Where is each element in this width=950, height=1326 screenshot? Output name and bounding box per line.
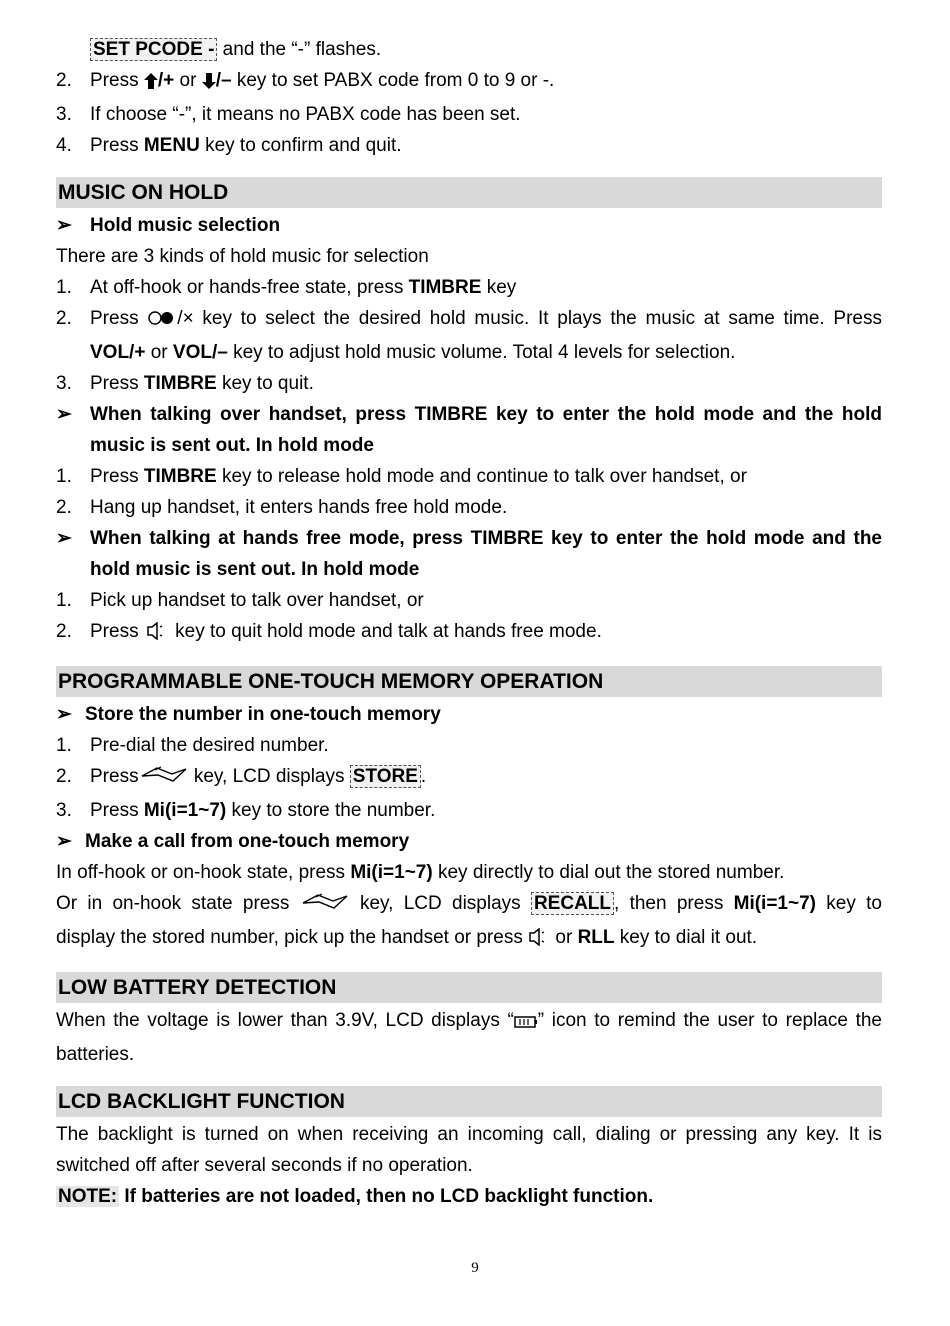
store-book-icon (300, 891, 350, 922)
paragraph: The backlight is turned on when receiving an incoming call, dialing or pressing any key. It is (56, 1124, 882, 1145)
note-label: NOTE: (58, 1186, 118, 1207)
paragraph: display the stored number, pick up the handset or press or RLL key to dial it out. (56, 922, 882, 956)
section-heading-one-touch-memory: PROGRAMMABLE ONE-TOUCH MEMORY OPERATION (56, 666, 882, 697)
store-book-icon (139, 764, 189, 795)
list-item: 3. If choose “-”, it means no PABX code has been set. (56, 104, 521, 125)
list-item: 4. Press MENU key to confirm and quit. (56, 135, 402, 156)
note: NOTE: If batteries are not loaded, then no LCD backlight function. (58, 1186, 654, 1207)
subheading-hold-music-selection: ➢ Hold music selection (56, 210, 882, 241)
list-item: 2. Press /+ or /– key to set PABX code from 0 to 9 or -. (56, 65, 882, 99)
lcd-set-pcode: SET PCODE - (90, 38, 217, 61)
list-item: 2. Press /× key to select the desired hold music. It plays the music at same time. Press (56, 303, 882, 337)
arrow-bullet-icon: ➢ (56, 528, 72, 549)
paragraph: There are 3 kinds of hold music for selection (56, 246, 429, 267)
arrow-bullet-icon: ➢ (56, 404, 72, 425)
arrow-up-icon (144, 68, 158, 99)
subheading-handsfree-hold: ➢ When talking at hands free mode, press TIMBRE key to enter the hold mode and the (56, 523, 882, 554)
paragraph: batteries. (56, 1044, 135, 1065)
battery-icon (514, 1008, 538, 1039)
subheading-handsfree-hold-cont: hold music is sent out. In hold mode (90, 559, 420, 580)
speaker-icon (144, 619, 170, 650)
list-item: 1. At off-hook or hands-free state, press TIMBRE key (56, 277, 517, 298)
list-item: 1. Pre-dial the desired number. (56, 735, 329, 756)
paragraph: In off-hook or on-hook state, press Mi(i=1~7) key directly to dial out the stored number. (56, 862, 785, 883)
arrow-down-icon (202, 68, 216, 99)
list-item: 2. Hang up handset, it enters hands free hold mode. (56, 497, 508, 518)
list-item: 3. Press TIMBRE key to quit. (56, 373, 314, 394)
arrow-bullet-icon: ➢ (56, 215, 72, 236)
subheading-handset-hold: ➢ When talking over handset, press TIMBRE key to enter the hold mode and the hold (56, 399, 882, 430)
arrow-bullet-icon: ➢ (56, 831, 72, 852)
speaker-icon (528, 925, 550, 956)
manual-page (56, 34, 882, 1212)
section-heading-music-on-hold: MUSIC ON HOLD (56, 177, 882, 208)
subheading-handset-hold-cont: music is sent out. In hold mode (90, 435, 374, 456)
section-heading-lcd-backlight: LCD BACKLIGHT FUNCTION (56, 1086, 882, 1117)
lcd-recall: RECALL (531, 892, 614, 915)
paragraph: Or in on-hook state press key, LCD displays RECALL , then press Mi(i=1~7) key to (56, 888, 882, 922)
section-heading-low-battery: LOW BATTERY DETECTION (56, 972, 882, 1003)
list-item-continuation: VOL/+ or VOL/– key to adjust hold music volume. Total 4 levels for selection. (90, 342, 736, 363)
paragraph: switched off after several seconds if no operation. (56, 1155, 473, 1176)
paragraph: When the voltage is lower than 3.9V, LCD displays “ ” icon to remind the user to replace the (56, 1005, 882, 1039)
list-item: 1. Pick up handset to talk over handset, or (56, 590, 424, 611)
page-number: 9 (471, 1260, 479, 1276)
arrow-bullet-icon: ➢ (56, 704, 72, 725)
list-item: 2. Press key, LCD displays STORE . (56, 761, 882, 795)
list-item: 1. Press TIMBRE key to release hold mode and continue to talk over handset, or (56, 466, 747, 487)
lcd-store: STORE (350, 765, 421, 788)
intro-line-1: SET PCODE - and the “-” flashes. (56, 34, 882, 65)
list-item: 3. Press Mi(i=1~7) key to store the number. (56, 800, 436, 821)
hold-music-key-icon (147, 306, 177, 337)
list-item: 2. Press key to quit hold mode and talk at hands free mode. (56, 616, 882, 650)
subheading-store-number: ➢ Store the number in one-touch memory (56, 699, 882, 730)
subheading-make-call: ➢ Make a call from one-touch memory (56, 826, 882, 857)
